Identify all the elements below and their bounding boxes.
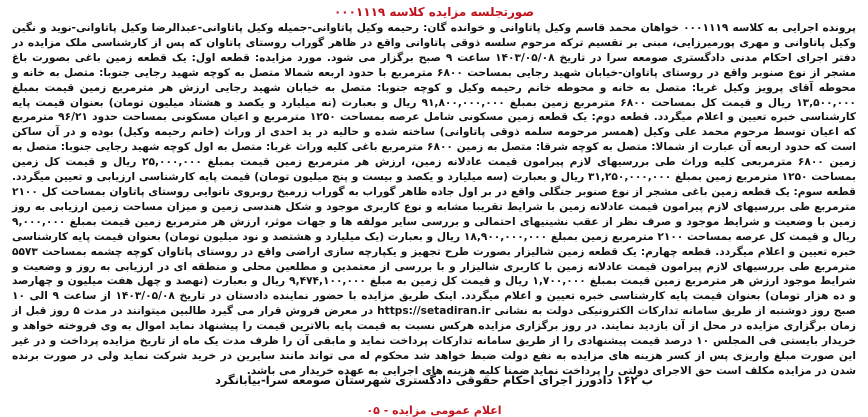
notice-title: صورتجلسه مزایده کلاسه ۰۰۰۱۱۱۹ xyxy=(333,5,535,19)
cutoff-next-title: اعلام عمومی مزایده - ۰۵ xyxy=(366,404,502,417)
notice-signature: ب ۱۶۲ دادورز اجرای احکام حقوقی دادگستری شهرستان صومعه سرا-بیابانگرد xyxy=(214,373,654,387)
notice-body: پرونده اجرایی به کلاسه ۰۰۰۱۱۱۹ خواهان محمد قاسم وکیل پاتاوانی و خوانده گان: رحیمه وکیل پاتاوانی-جمیله وکیل پاتاوانی-عبدالرضا وکیل پاتاوانی-نوید و نگین وکیل پاتاوانی و مهری پورمیرزایی، مبنی بر تقسیم ترکه مرحوم سلسه ذوقی پاتاوانی واقع در ظاهر گوراب روستای پاتاوان که پس از کارشناسی ملک مزایده در دفتر اجرای احکام مدنی دادگستری صومعه سرا در تاریخ ۱۴۰۳/۰۵/۰۸ ساعت ۹ صبح برگزار می شود. مورد مزایده: قطعه اول: یک قطعه زمین باغی بصورت باغ مشجر از نوع صنوبر واقع در روستای پاتاوان-خیابان شهید رجایی بمساحت ۶۸۰۰ مترمربع با حدود اربعه شمالا متصل به کوچه شهید رجایی جنوبا: متصل به خانه و محوطه آقای پرویز وکیل غربا: متصل به خانه و محوطه خانم رحیمه وکیل و کوچه جنوبا: متصل به خیابان شهید رجایی ارزش هر مترمربع زمین قیمت بمبلغ ۱۳,۵۰۰,۰۰۰ ریال و قیمت کل بمساحت ۶۸۰۰ مترمربع زمین بمبلغ ۹۱,۸۰۰,۰۰۰,۰۰۰ ریال و بعبارت (نه میلیارد و یکصد و هشتاد میلیون تومان) بعنوان قیمت پایه کارشناسی خبره تعیین و اعلام میگردد. قطعه دوم: یک قطعه زمین مسکونی شامل عرصه بمساحت ۱۲۵۰ مترمربع و اعیان مسکونی بمساحت حدود ۹۶/۲۱ مترمربع که اعیان توسط مرحوم محمد علی وکیل (همسر مرحومه سلمه ذوقی پاتاوانی) ساخته شده و حالیه در ید احدی از وراث (خانم رحیمه وکیل) بوده و در آن ساکن است که حدود اربعه آن عبارت از شمالا: متصل به کوچه شرقا: متصل به زمین ۶۸۰۰ مترمربع باغی کلیه وراث غربا: متصل به اول کوچه شهید رجایی جنوبا: متصل به زمین ۶۸۰۰ مترمربعی کلیه وراث طی بررسیهای لازم پیرامون قیمت عادلانه زمین، ارزش هر مترمربع زمین قیمت بمبلغ ۲۵,۰۰۰,۰۰۰ ریال و قیمت کل زمین بمساحت ۱۲۵۰ مترمربع زمین بمبلغ ۳۱,۲۵۰,۰۰۰,۰۰۰ ریال و بعبارت (سه میلیارد و یکصد و بیست و پنج میلیون تومان) قیمت پایه کارشناسی ارزیابی و تعیین میگردد. قطعه سوم: یک قطعه زمین باغی مشجر از نوع صنوبر جنگلی واقع در بر اول جاده ظاهر گوراب به گوراب زرمیخ روبروی نانوایی روستای پاتاوان بمساحت کل ۲۱۰۰ مترمربع طی بررسیهای لازم پیرامون قیمت عادلانه زمین با شرایط تقریبا مشابه و نوع کاربری موجود و شکل هندسی زمین و میزان مساحت زمین ارزیابی به روز زمین با وضعیت و شرایط موجود و صرف نظر از عقب نشینیهای احتمالی و بررسی سایر مولفه ها و جهات موثر، ارزش هر مترمربع زمین قیمت بمبلغ ۹,۰۰۰,۰۰۰ ریال و قیمت کل عرصه بمساحت ۲۱۰۰ مترمربع زمین بمبلغ ۱۸,۹۰۰,۰۰۰,۰۰۰ ریال و بعبارت (یک میلیارد و هشتصد و نود میلیون تومان) بعنوان قیمت پایه کارشناسی خبره تعیین و اعلام میگردد. قطعه چهارم: یک قطعه زمین شالیزار بصورت طرح تجهیز و یکپارچه سازی اراضی واقع در روستای پاتاوان کوچه چشمه بمساحت ۵۵۷۳ مترمربع طی بررسیهای لازم پیرامون قیمت عادلانه زمین با کاربری شالیزار و با بررسی از معتمدین و مطلعین محلی و منطقه ای در ارزیابی به روز و وضعیت و شرایط موجود ارزش هر مترمربع زمین قیمت بمبلغ ۱,۷۰۰,۰۰۰ ریال و قیمت کل زمین به مبلغ ۹,۴۷۴,۱۰۰,۰۰۰ ریال و بعبارت (نهصد و چهل هفت میلیون و چهارصد و ده هزار تومان) بعنوان قیمت پایه کارشناسی خبره تعیین و اعلام میگردد. اینک طریق مزایده با حضور نماینده دادستان در تاریخ ۱۴۰۳/۰۵/۰۸ از ساعت ۹ الی ۱۰ صبح روز دوشنبه از طریق سامانه تدارکات الکترونیکی دولت به نشانی https://setadiran.ir در معرض فروش قرار می گیرد طالبین میتوانند در مدت ۵ روز قبل از زمان برگزاری مزایده در محل از آن بازدید نمایند. در روز برگزاری مزایده هرکس نسبت به قیمت پایه بالاترین قیمت را پیشنهاد نماید اموال به وی فروخته خواهد و خریدار بایستی فی المجلس ۱۰ درصد قیمت پیشنهادی را از طریق سامانه تدارکات پرداخت نماید و مابقی آن را ظرف مدت یک ماه از تاریخ مزایده پرداخت و در غیر این صورت مبلغ واریزی پس از کسر هزینه های مزایده به نفع دولت ضبط خواهد شد محکوم له می تواند مانند سایرین در خرید شرکت نماید ولی در صورت برنده شدن در مزایده مکلف است حق الاجرای دولتی را پرداخت نماید ضمنا کلیه هزینه های اجرایی به عهده خریدار می باشد. xyxy=(12,22,857,377)
